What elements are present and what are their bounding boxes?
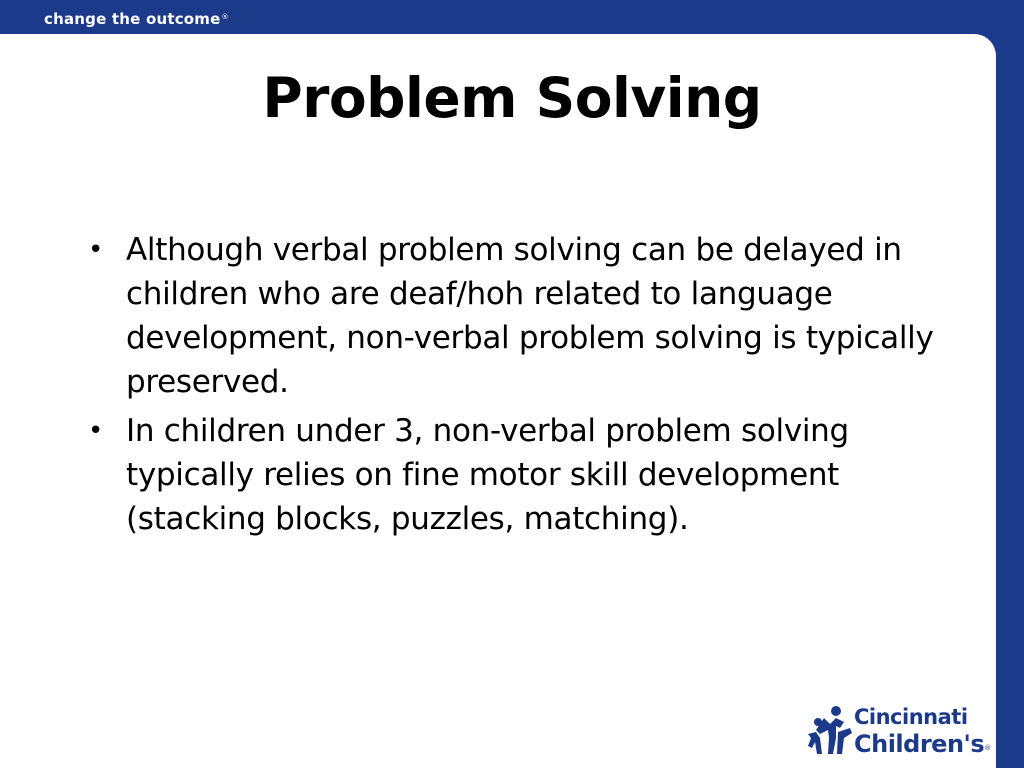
tagline-text: change the outcome [44, 10, 221, 28]
bullet-text: In children under 3, non-verbal problem solving typically relies on fine motor skill development (stacking blocks, puzzles, matching). [126, 413, 849, 537]
registered-mark: ® [221, 13, 229, 21]
bullet-dot-icon: • [88, 235, 104, 265]
bullet-list [86, 228, 946, 546]
slide-title: Problem Solving [262, 66, 762, 130]
logo-line-cincinnati: Cincinnati [854, 705, 968, 729]
children-figures-icon [806, 704, 852, 758]
bullet-dot-icon: • [88, 416, 104, 446]
bullet-item [86, 409, 946, 541]
logo-wordmark [854, 704, 991, 762]
header-tagline [44, 6, 229, 28]
cincinnati-childrens-logo [806, 704, 992, 760]
logo-childrens-text: Children's [854, 730, 985, 758]
logo-registered-mark: ® [984, 744, 991, 752]
logo-line-childrens [854, 730, 991, 762]
bullet-item [86, 228, 946, 404]
bullet-text: Although verbal problem solving can be delayed in children who are deaf/hoh related to language development, non-verbal problem solving is typically preserved. [126, 232, 934, 400]
